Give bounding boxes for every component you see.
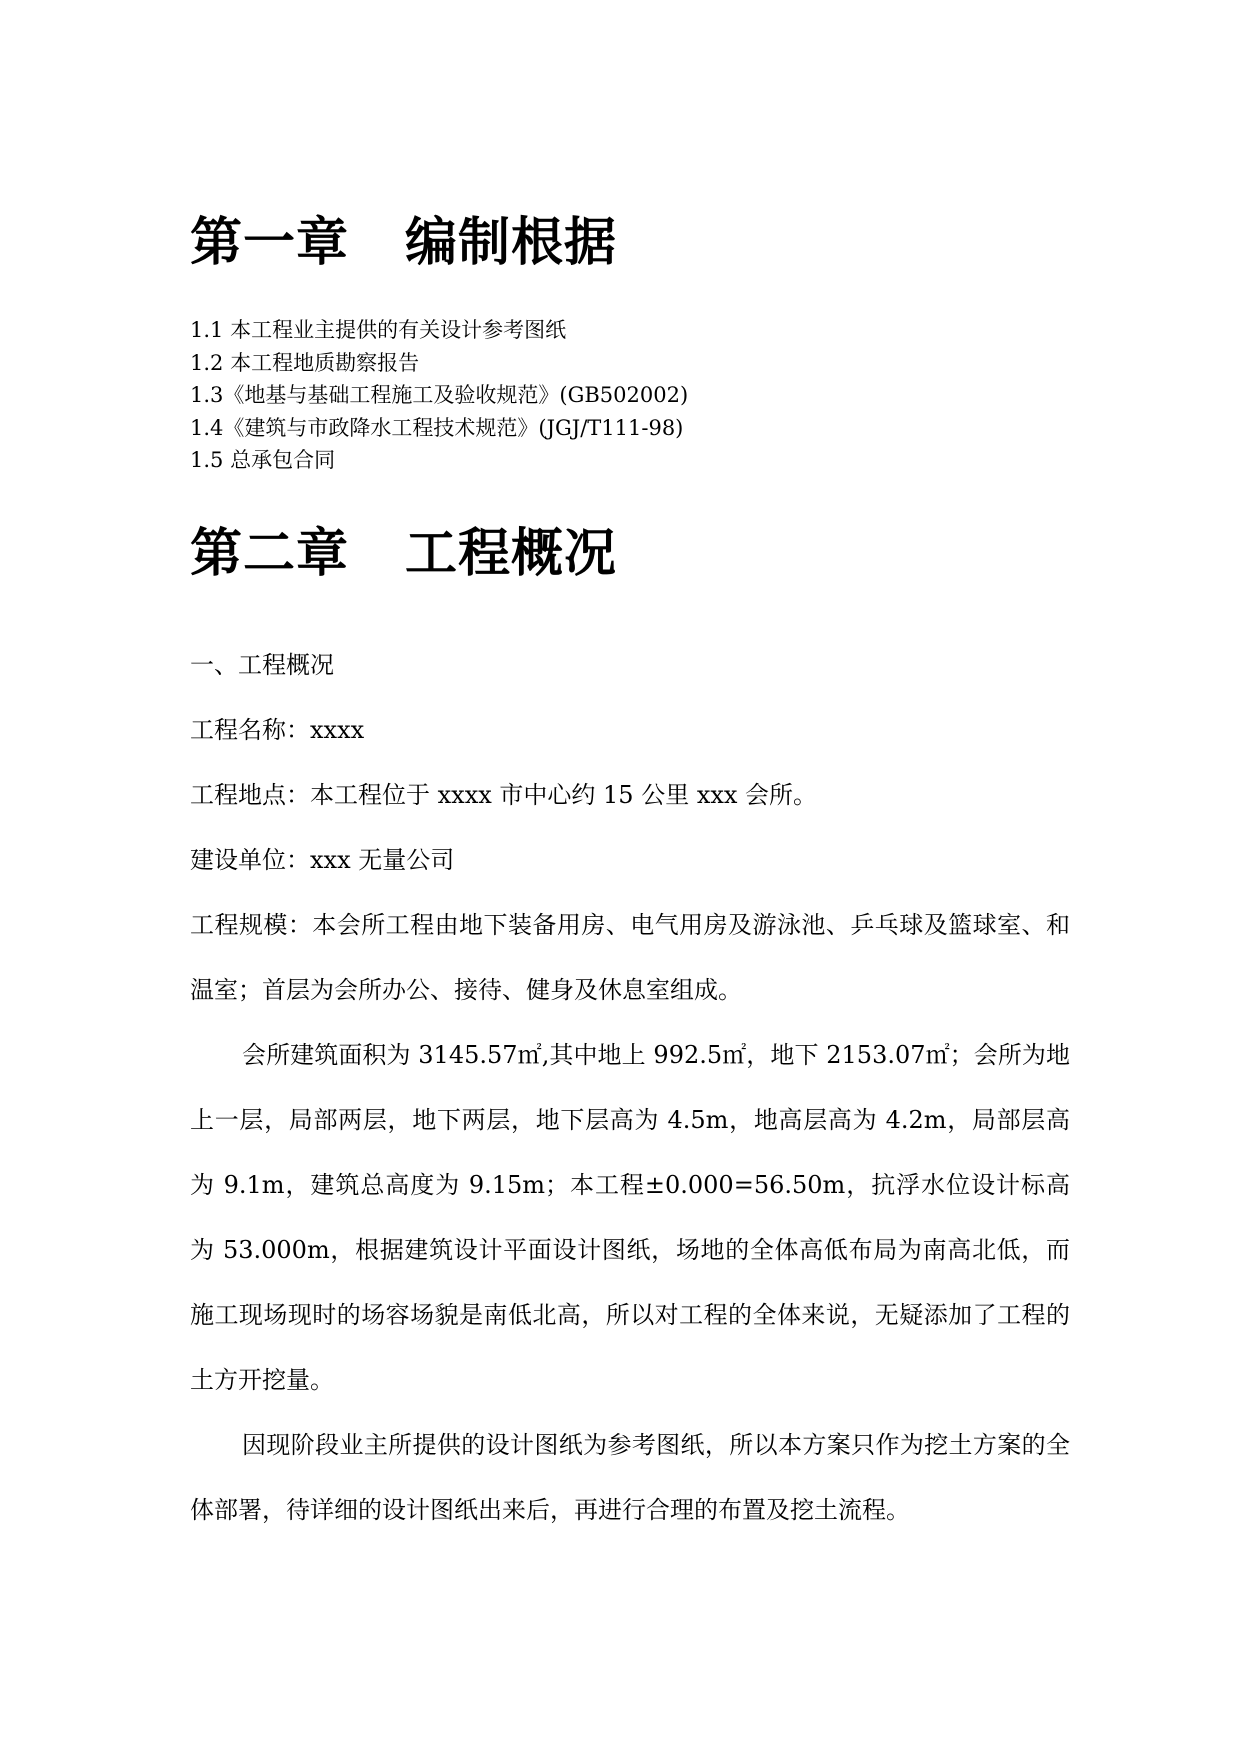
design-note-paragraph: 因现阶段业主所提供的设计图纸为参考图纸，所以本方案只作为挖土方案的全体部署，待详细的设计图纸出来后，再进行合理的布置及挖土流程。 xyxy=(190,1430,1070,1524)
project-location: 工程地点：本工程位于 xxxx 市中心约 15 公里 xxx 会所。 xyxy=(190,780,818,809)
basis-item-2: 1.2 本工程地质勘察报告 xyxy=(190,350,420,375)
basis-item-1: 1.1 本工程业主提供的有关设计参考图纸 xyxy=(190,318,567,342)
project-name: 工程名称：xxxx xyxy=(190,715,365,744)
section-heading: 一、工程概况 xyxy=(190,650,334,679)
chapter-2-heading: 工程概况 xyxy=(405,523,618,584)
project-scale: 工程规模：本会所工程由地下装备用房、电气用房及游泳池、乒乓球及篮球室、和温室；首层为会所办公、接待、健身及休息室组成。 xyxy=(190,910,1070,1004)
chapter-1-heading: 编制根据 xyxy=(405,213,618,273)
chapter-2-title xyxy=(190,519,1070,589)
chapter-1-label: 第一章 xyxy=(190,213,350,273)
chapter-2-label: 第二章 xyxy=(190,523,350,584)
basis-item-5: 1.5 总承包合同 xyxy=(190,448,336,472)
project-overview xyxy=(190,633,1070,1543)
building-description-paragraph: 会所建筑面积为 3145.57㎡,其中地上 992.5㎡，地下 2153.07㎡；会所为地上一层，局部两层，地下两层，地下层高为 4.5m，地高层高为 4.2m，局部层高为 9.1m，建筑总高度为 9.15m；本工程±0.000=56.50m，抗浮水位设计标高为 53.000m，根据建筑设计平面设计图纸，场地的全体高低布局为南高北低，而施工现场现时的场容场貌是南低北高，所以对工程的全体来说，无疑添加了工程的土方开挖量。 xyxy=(190,1040,1070,1394)
developer: 建设单位：xxx 无量公司 xyxy=(190,845,455,874)
basis-list xyxy=(190,314,1070,477)
basis-item-4: 1.4《建筑与市政降水工程技术规范》(JGJ/T111-98) xyxy=(190,415,684,440)
document-body xyxy=(190,208,1070,1543)
chapter-1-title xyxy=(190,208,1070,278)
basis-item-3: 1.3《地基与基础工程施工及验收规范》(GB502002) xyxy=(190,383,689,407)
